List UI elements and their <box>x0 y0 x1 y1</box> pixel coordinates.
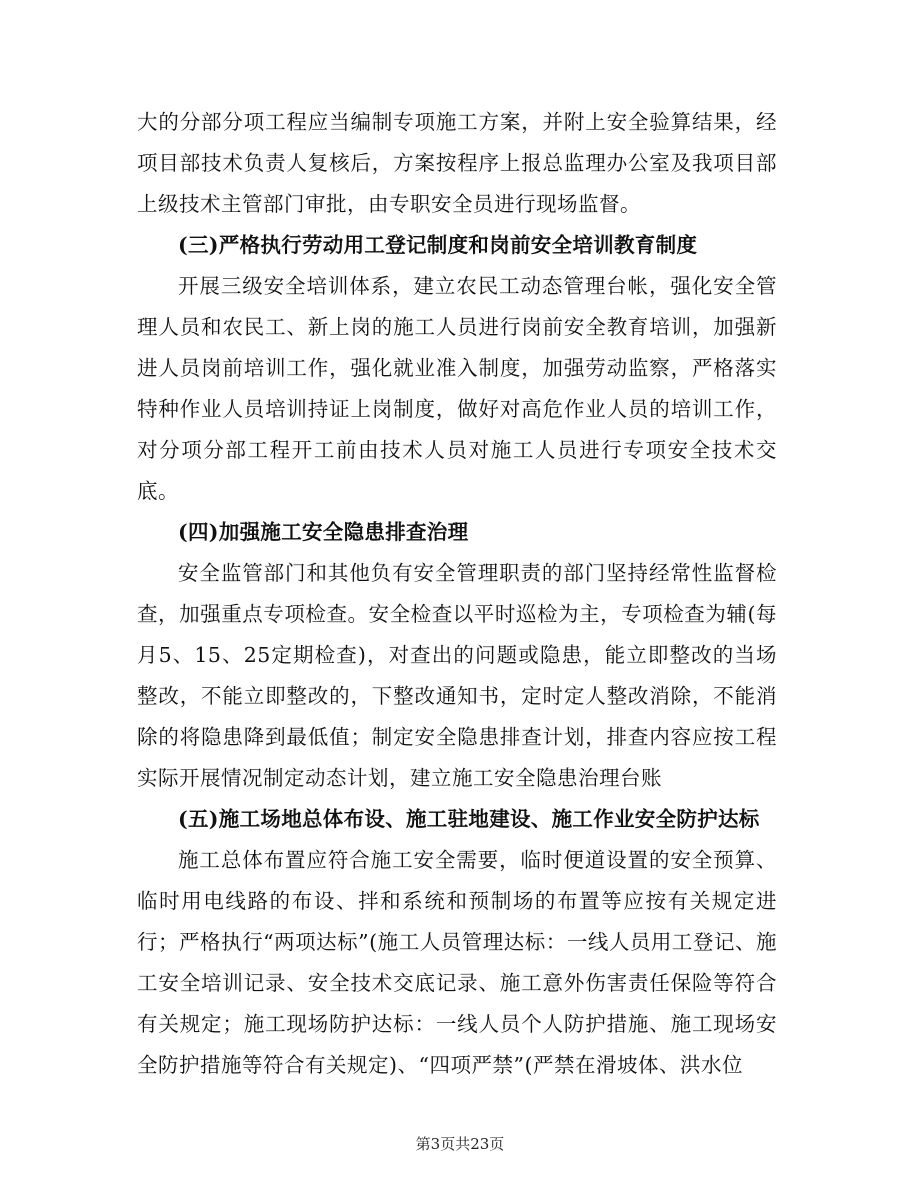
section-heading-5: (五)施工场地总体布设、施工驻地建设、施工作业安全防护达标 <box>178 807 760 831</box>
body-paragraph-hazard-check: 安全监管部门和其他负有安全管理职责的部门坚持经常性监督检查，加强重点专项检查。安全检查以平时巡检为主，专项检查为辅(每月5、15、25定期检查)，对查出的问题或隐患，能立即整改的当场整改，不能立即整改的，下整改通知书，定时定人整改消除，不能消除的将隐患降到最低值；制定安全隐患排查计划，排查内容应按工程实际开展情况制定动态计划，建立施工安全隐患治理台账 <box>137 561 777 790</box>
body-paragraph-continued: 大的分部分项工程应当编制专项施工方案，并附上安全验算结果，经项目部技术负责人复核后，方案按程序上报总监理办公室及我项目部上级技术主管部门审批，由专职安全员进行现场监督。 <box>137 110 777 216</box>
page-number-footer: 第3页共23页 <box>415 1135 505 1153</box>
body-paragraph-training: 开展三级安全培训体系，建立农民工动态管理台帐，强化安全管理人员和农民工、新上岗的施工人员进行岗前安全教育培训，加强新进人员岗前培训工作，强化就业准入制度，加强劳动监察，严格落实特种作业人员培训持证上岗制度，做好对高危作业人员的培训工作，对分项分部工程开工前由技术人员对施工人员进行专项安全技术交底。 <box>137 274 777 503</box>
body-paragraph-site-layout: 施工总体布置应符合施工安全需要，临时便道设置的安全预算、临时用电线路的布设、拌和系统和预制场的布置等应按有关规定进行；严格执行“两项达标”(施工人员管理达标：一线人员用工登记、施工安全培训记录、安全技术交底记录、施工意外伤害责任保险等符合有关规定；施工现场防护达标：一线人员个人防护措施、施工现场安全防护措施等符合有关规定)、“四项严禁”(严禁在滑坡体、洪水位 <box>137 848 777 1077</box>
section-heading-4: (四)加强施工安全隐患排查治理 <box>178 520 469 544</box>
section-heading-3: (三)严格执行劳动用工登记制度和岗前安全培训教育制度 <box>178 233 698 257</box>
document-body <box>137 102 777 1086</box>
